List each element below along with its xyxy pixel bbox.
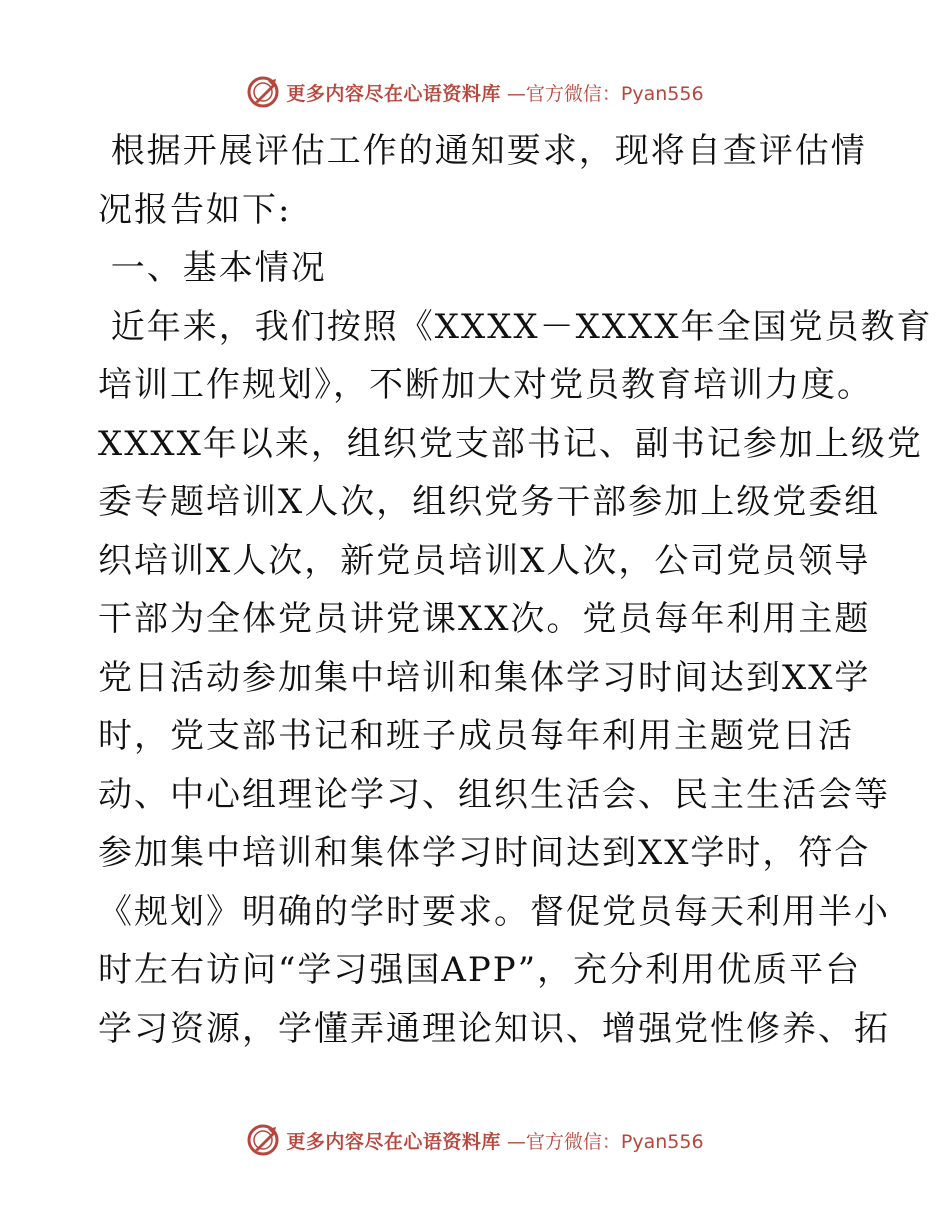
text-line: 况报告如下: <box>98 189 292 230</box>
text-line: 干部为全体党员讲党课XX次。党员每年利用主题 <box>98 599 871 639</box>
text-line: 动、中心组理论学习、组织生活会、民主生活会等 <box>98 774 890 815</box>
text-line: 《规划》明确的学时要求。督促党员每天利用半小 <box>98 891 890 932</box>
watermark-official-account-text: —官方微信：Pyan556 <box>506 1130 704 1153</box>
text-line: 学习资源，学懂弄通理论知识、增强党性修养、拓 <box>98 1008 890 1049</box>
watermark-official-account-text: —官方微信：Pyan556 <box>506 82 704 105</box>
footer-watermark-banner <box>0 1120 950 1160</box>
text-line: 参加集中培训和集体学习时间达到XX学时，符合 <box>98 833 871 873</box>
text-line: 近年来，我们按照《XXXX－XXXX年全国党员教育 <box>98 306 933 347</box>
text-line: 时，党支部书记和班子成员每年利用主题党日活 <box>98 716 854 756</box>
text-line: 委专题培训X人次，组织党务干部参加上级党委组 <box>98 482 881 522</box>
text-line: 根据开展评估工作的通知要求，现将自查评估情 <box>98 131 867 171</box>
body-paragraph <box>98 298 933 1059</box>
document-body <box>98 122 933 1058</box>
text-line: 党日活动参加集中培训和集体学习时间达到XX学 <box>98 657 871 698</box>
section-heading <box>98 239 858 298</box>
intro-paragraph <box>98 122 867 239</box>
pen-logo-icon <box>246 1123 280 1157</box>
watermark-brand-text: 更多内容尽在心语资料库 <box>286 82 501 105</box>
header-watermark-banner <box>0 72 950 112</box>
watermark-brand-text: 更多内容尽在心语资料库 <box>286 1130 501 1153</box>
text-line: XXXX年以来，组织党支部书记、副书记参加上级党 <box>98 423 923 464</box>
text-line: 时左右访问“学习强国APP”，充分利用优质平台 <box>98 950 862 990</box>
pen-logo-icon <box>246 75 280 109</box>
text-line: 织培训X人次，新党员培训X人次，公司党员领导 <box>98 540 871 581</box>
text-line: 培训工作规划》，不断加大对党员教育培训力度。 <box>98 365 873 405</box>
heading-line: 一、基本情况 <box>98 248 327 288</box>
